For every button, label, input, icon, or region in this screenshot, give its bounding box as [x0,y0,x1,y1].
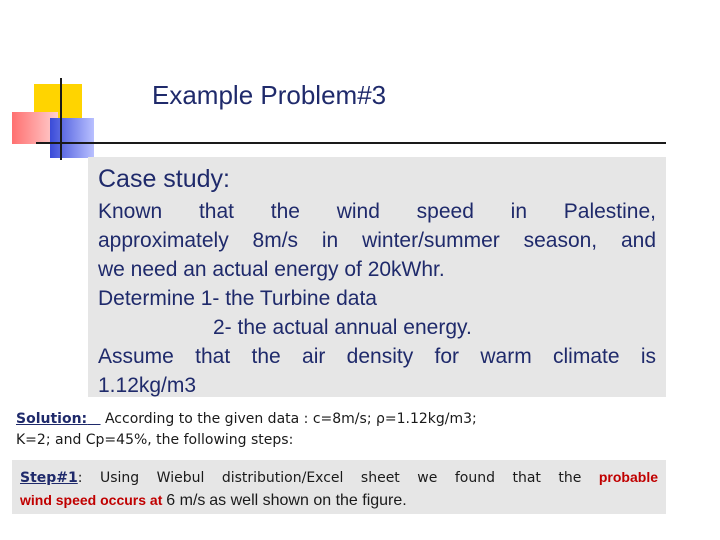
solution-given-data: According to the given data : c=8m/s; ρ=1.12kg/m3; [104,411,477,427]
step1-highlight-wind-speed: wind speed occurs at [20,492,163,508]
solution-label: Solution: [16,411,88,427]
case-study-line: Assume that the air density for warm climate is [98,345,656,368]
solution-line-2: K=2; and Cp=45%, the following steps: [16,432,294,448]
slide-title: Example Problem#3 [152,80,387,110]
solution-underline-gap [87,411,100,427]
decor-blue-square [50,118,94,158]
decor-horizontal-line [36,142,666,144]
step1-label: Step#1 [20,470,78,486]
solution-block [16,409,666,451]
step1-line-1 [20,466,658,489]
step1-value: 6 m/s [166,492,206,509]
case-study-line: 1.12kg/m3 [98,374,197,397]
case-study-heading: Case study: [98,165,231,193]
step1-highlight-probable: probable [598,469,658,485]
decor-vertical-line [60,78,62,160]
step1-line-2 [20,489,658,512]
case-study-line: approximately 8m/s in winter/summer season, and [98,229,656,252]
step1-box [12,460,666,514]
case-study-line: we need an actual energy of 20kWhr. [98,258,445,281]
solution-line-1 [16,409,666,430]
case-study-line: 2- the actual annual energy. [213,316,472,339]
step1-rest: as well shown on the figure. [209,492,407,509]
case-study-box [88,157,666,397]
case-study-line: Known that the wind speed in Palestine, [98,200,656,223]
step1-text: : Using Wiebul distribution/Excel sheet we found that the [77,470,582,486]
case-study-line: Determine 1- the Turbine data [98,287,377,310]
